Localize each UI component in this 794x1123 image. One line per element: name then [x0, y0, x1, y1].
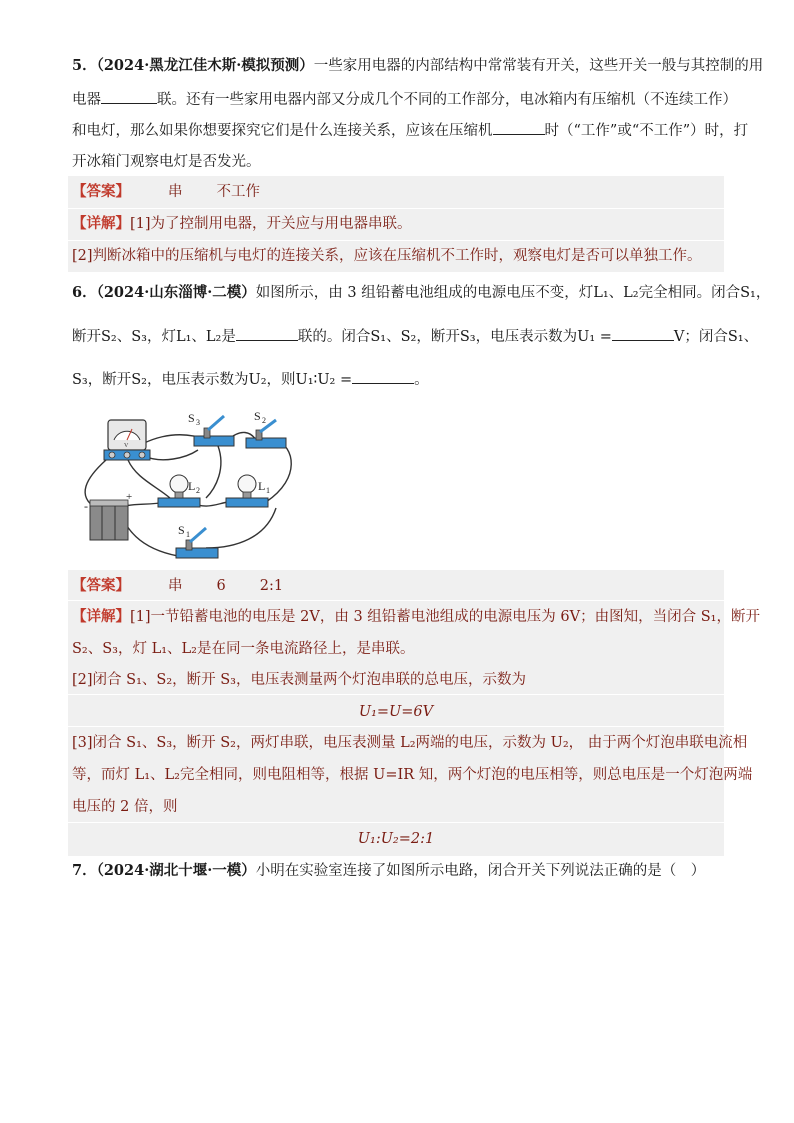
q5-detail-2: [2]判断冰箱中的压缩机与电灯的连接关系，应该在压缩机不工作时，观察电灯是否可以单独工作。 — [72, 248, 702, 264]
svg-text:L: L — [188, 479, 196, 493]
q6-equation-2: U₁:U₂=2:1 — [357, 831, 435, 847]
q6-answer-line — [72, 576, 724, 596]
q6-line-2 — [72, 326, 759, 347]
q5-line-3 — [72, 120, 749, 141]
q6-divider-4 — [68, 822, 724, 823]
svg-text:+: + — [126, 491, 133, 503]
q5-text-2b: 联。还有一些家用电器内部又分成几个不同的工作部分，电冰箱内有压缩机（不连续工作） — [157, 92, 737, 108]
switch-s2-icon — [246, 409, 286, 448]
switch-s3-icon — [188, 411, 234, 446]
q6-detail-5: 等，而灯 L₁、L₂完全相同，则电阻相等，根据 U=IR 知，两个灯泡的电压相等，则总电压是一个灯泡两端 — [72, 767, 753, 783]
q5-line-4: 开冰箱门观察电灯是否发光。 — [72, 154, 261, 170]
q6-detail-4: [3]闭合 S₁、S₃，断开 S₂，两灯串联，电压表测量 L₂两端的电压，示数为 U₂， 由于两个灯泡串联电流相 — [72, 735, 748, 751]
q5-text-3b: 时（“工作”或“不工作”）时，打 — [544, 123, 749, 139]
q6-answer-2: 6 — [216, 578, 226, 594]
q6-text-3b: 。 — [414, 372, 429, 388]
svg-text:2: 2 — [262, 416, 266, 425]
q6-detail-2: S₂、S₃，灯 L₁、L₂是在同一条电流路径上，是串联。 — [72, 641, 415, 657]
q5-answer-2: 不工作 — [216, 184, 260, 200]
svg-text:V: V — [124, 443, 129, 449]
q6-line-3 — [72, 369, 724, 390]
q6-text-1: 如图所示，由 3 组铅蓄电池组成的电源电压不变，灯L₁、L₂完全相同。闭合S₁， — [255, 285, 771, 301]
q5-line-2 — [72, 89, 737, 110]
q6-blank-3 — [352, 369, 414, 384]
battery-icon — [84, 491, 132, 540]
q7-text-1: 小明在实验室连接了如图所示电路，闭合开关下列说法正确的是（ ） — [255, 863, 706, 879]
q6-detail-1-text: [1]一节铅蓄电池的电压是 2V，由 3 组铅蓄电池组成的电源电压为 6V；由图知，当闭合 S₁，断开 — [130, 609, 760, 625]
q5-divider-2 — [68, 240, 724, 241]
q6-detail-3: [2]闭合 S₁、S₂，断开 S₃，电压表测量两个灯泡串联的总电压，示数为 — [72, 672, 526, 688]
circuit-diagram — [66, 398, 302, 566]
q6-source: （2024·山东淄博·二模） — [96, 284, 256, 301]
lamp-l2-icon — [158, 475, 200, 507]
q7-number: 7． — [72, 862, 97, 879]
q6-answer-tag: 【答案】 — [72, 577, 130, 594]
lamp-l1-icon — [226, 475, 270, 507]
svg-text:S: S — [188, 411, 195, 425]
q5-line-1 — [72, 56, 764, 76]
q6-blank-1 — [236, 326, 298, 341]
voltmeter-icon — [104, 420, 150, 460]
q6-number: 6． — [72, 284, 97, 301]
q6-text-3a: S₃，断开S₂，电压表示数为U₂，则U₁∶U₂ = — [72, 372, 353, 388]
svg-text:3: 3 — [196, 418, 200, 427]
q6-line-1 — [72, 283, 771, 303]
svg-text:L: L — [258, 479, 266, 493]
q7-source: （2024·湖北十堰·一模） — [96, 862, 256, 879]
svg-text:S: S — [178, 523, 185, 537]
q5-answer-line — [72, 182, 724, 202]
q5-source: （2024·黑龙江佳木斯·模拟预测） — [96, 57, 314, 74]
q5-detail-1-text: [1]为了控制用电器，开关应与用电器串联。 — [130, 216, 412, 232]
q5-detail-tag: 【详解】 — [72, 215, 130, 232]
q6-text-2c: V；闭合S₁、 — [673, 329, 759, 345]
q6-divider-1 — [68, 600, 724, 601]
q5-blank-2 — [493, 120, 545, 135]
q5-text-2a: 电器 — [72, 92, 101, 108]
q6-blank-2 — [612, 326, 674, 341]
q7-line-1 — [72, 861, 724, 881]
q5-blank-1 — [101, 89, 157, 104]
q6-text-2a: 断开S₂、S₃，灯L₁、L₂是 — [72, 329, 236, 345]
q5-text-3a: 和电灯，那么如果你想要探究它们是什么连接关系，应该在压缩机 — [72, 123, 493, 139]
switch-s1-icon — [176, 523, 218, 558]
svg-text:2: 2 — [196, 486, 200, 495]
q5-answer-tag: 【答案】 — [72, 183, 130, 200]
q5-divider-1 — [68, 208, 724, 209]
q6-answer-3: 2:1 — [259, 578, 284, 594]
q5-text-1: 一些家用电器的内部结构中常常装有开关，这些开关一般与其控制的用 — [313, 58, 764, 74]
q5-answer-1: 串 — [168, 184, 183, 200]
q5-number: 5． — [72, 57, 97, 74]
q6-answer-1: 串 — [168, 578, 183, 594]
q6-text-2b: 联的。闭合S₁、S₂，断开S₃，电压表示数为U₁ = — [297, 329, 612, 345]
q6-detail-6: 电压的 2 倍，则 — [72, 799, 178, 815]
q6-divider-2 — [68, 694, 724, 695]
q5-detail-1 — [72, 214, 724, 234]
svg-text:1: 1 — [186, 530, 190, 539]
q6-detail-1 — [72, 607, 760, 627]
q6-divider-3 — [68, 726, 724, 727]
q6-equation-1: U₁=U=6V — [358, 704, 434, 720]
svg-text:1: 1 — [266, 486, 270, 495]
q6-detail-tag: 【详解】 — [72, 608, 130, 625]
svg-text:S: S — [254, 409, 261, 423]
svg-text:-: - — [84, 499, 88, 513]
